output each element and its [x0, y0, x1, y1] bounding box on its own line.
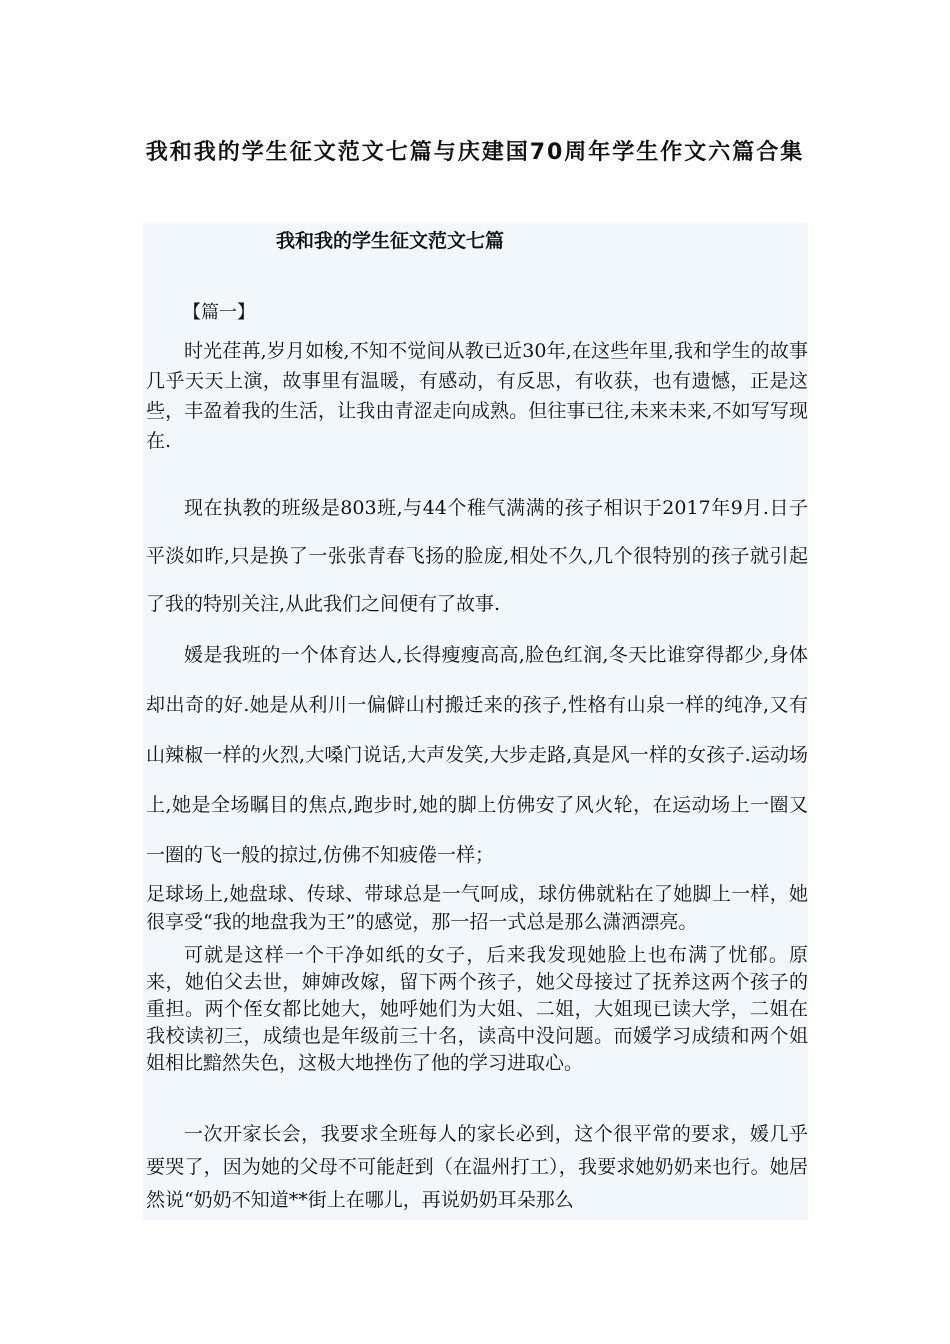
paragraph: 时光荏苒,岁月如梭,不知不觉间从教已近30年,在这些年里,我和学生的故事几乎天天上演，故事里有温暖，有感动，有反思，有收获，也有遗憾，正是这些，丰盈着我的生活，让我由青涩走向成熟。但往事已往,未来未来,不如写写现在.: [146, 340, 808, 452]
document-title: 我和我的学生征文范文七篇与庆建国70周年学生作文六篇合集: [145, 140, 805, 165]
paragraph: 媛是我班的一个体育达人,长得瘦瘦高高,脸色红润,冬天比谁穿得都少,身体却出奇的好.她是从利川一偏僻山村搬迁来的孩子,性格有山泉一样的纯净,又有山辣椒一样的火烈,大嗓门说话,大声发笑,大步走路,真是风一样的女孩子.运动场上,她是全场瞩目的焦点,跑步时,她的脚上仿佛安了风火轮，在运动场上一圈又一圈的飞一般的掠过,仿佛不知疲倦一样；: [146, 644, 808, 866]
paragraph: 现在执教的班级是803班,与44个稚气满满的孩子相识于2017年9月.日子平淡如昨,只是换了一张张青春飞扬的脸庞,相处不久,几个很特别的孩子就引起了我的特别关注,从此我们之间便有了故事.: [146, 497, 808, 615]
document-subtitle: 我和我的学生征文范文七篇: [276, 230, 505, 252]
paragraph: 足球场上,她盘球、传球、带球总是一气呵成，球仿佛就粘在了她脚上一样，她很享受“我的地盘我为王”的感觉，那一招一式总是那么潇洒漂亮。: [146, 883, 808, 933]
paragraph: 可就是这样一个干净如纸的女子，后来我发现她脸上也布满了忧郁。原来，她伯父去世，婶婶改嫁，留下两个孩子，她父母接过了抚养这两个孩子的重担。两个侄女都比她大，她呼她们为大姐、二姐，大姐现已读大学，二姐在我校读初三，成绩也是年级前三十名，读高中没问题。而媛学习成绩和两个姐姐相比黯然失色，这极大地挫伤了他的学习进取心。: [146, 944, 808, 1074]
section-label: 【篇一】: [183, 302, 255, 323]
paragraph: 一次开家长会，我要求全班每人的家长必到，这个很平常的要求，媛几乎要哭了，因为她的父母不可能赶到（在温州打工），我要求她奶奶来也行。她居然说“奶奶不知道**街上在哪儿，再说奶奶耳朵那么: [146, 1123, 808, 1211]
